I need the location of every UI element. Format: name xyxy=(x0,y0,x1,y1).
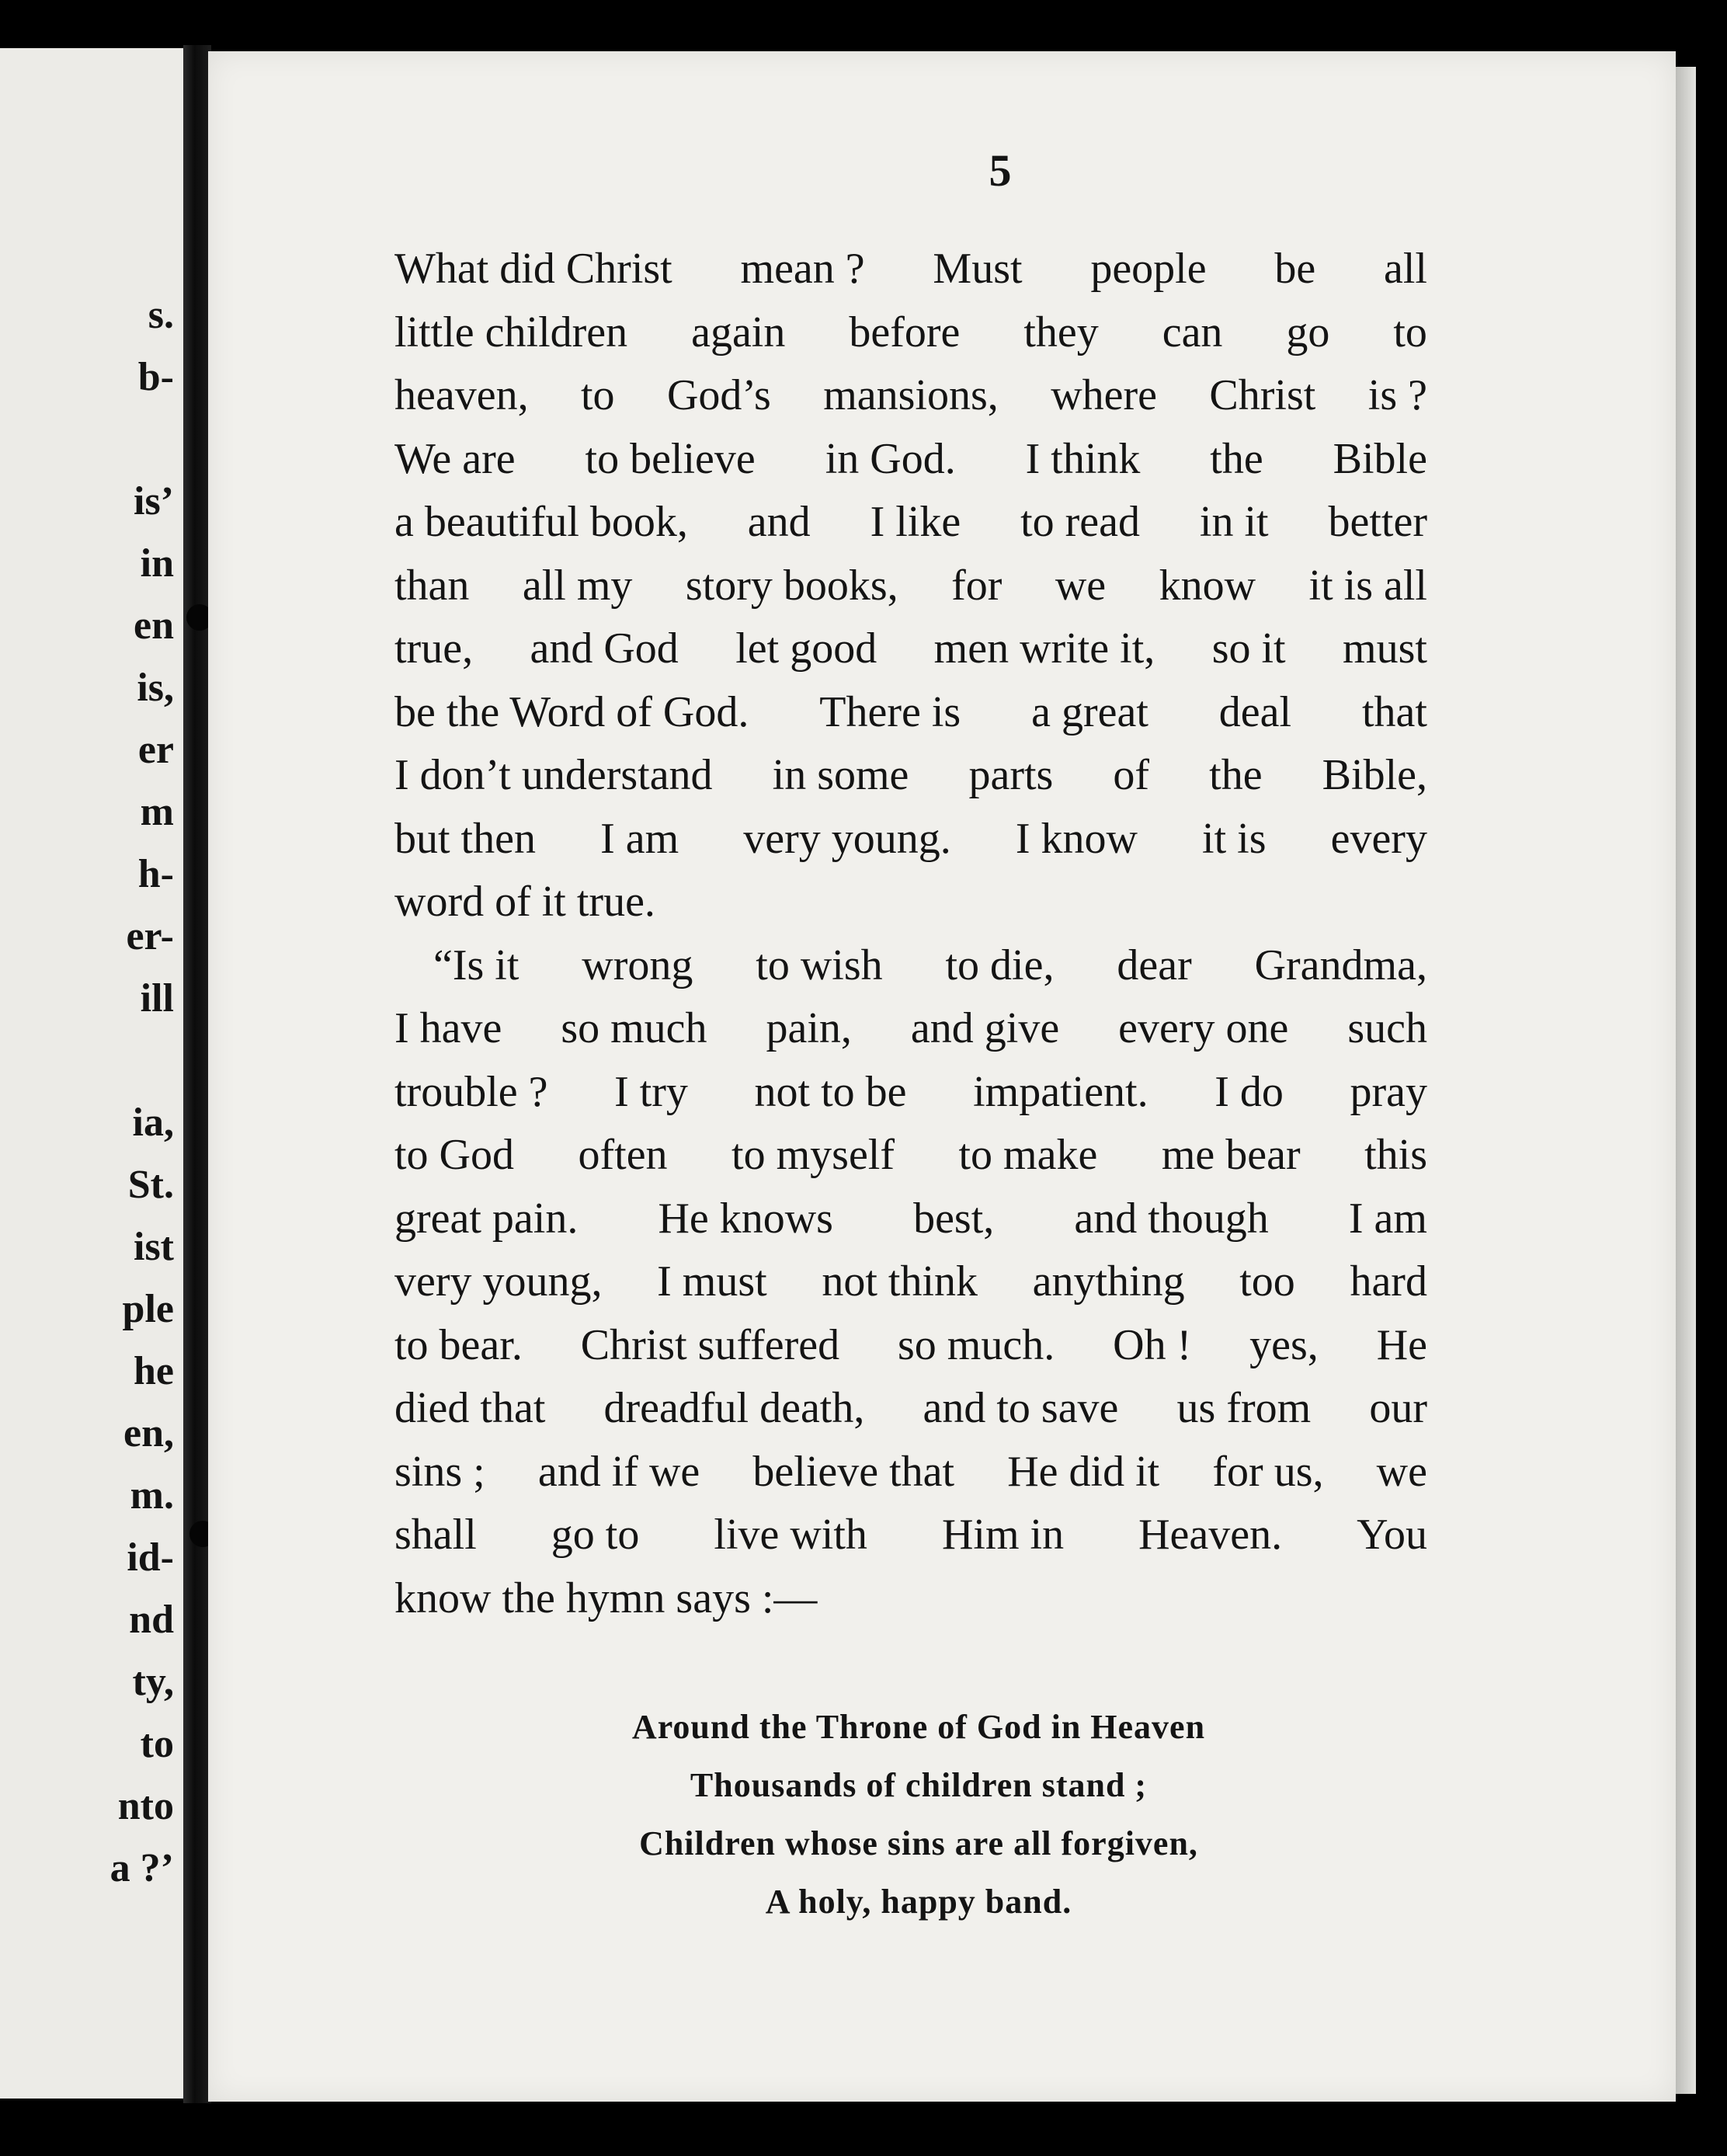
text-line xyxy=(394,997,1427,1061)
text-word: and xyxy=(747,498,811,546)
page-number: 5 xyxy=(989,145,1012,196)
text-word: for us, xyxy=(1212,1447,1324,1496)
text-word: not to be xyxy=(754,1067,907,1116)
text-word: us from xyxy=(1176,1384,1312,1432)
text-line xyxy=(394,1567,1427,1631)
book-page xyxy=(208,51,1676,2102)
text-word: died that xyxy=(394,1384,546,1432)
text-word: mean ? xyxy=(740,245,865,293)
left-page-text-fragment: en, xyxy=(123,1411,174,1455)
text-word: sins ; xyxy=(394,1447,485,1496)
text-line xyxy=(394,1504,1427,1567)
left-page-text-fragment: ill xyxy=(140,976,174,1021)
left-page-text-fragment: nto xyxy=(117,1784,174,1828)
text-word: we xyxy=(1055,561,1107,610)
text-word: He xyxy=(1376,1320,1427,1369)
text-word: yes, xyxy=(1249,1320,1319,1369)
text-word: believe that xyxy=(752,1447,955,1496)
text-word: but then xyxy=(394,814,536,863)
text-word: There is xyxy=(819,687,961,736)
text-word: He did it xyxy=(1007,1447,1160,1496)
text-line xyxy=(394,934,1427,998)
text-line xyxy=(394,744,1427,808)
text-word: I like xyxy=(870,498,961,546)
text-word: to God xyxy=(394,1131,514,1179)
text-word: before xyxy=(849,308,961,356)
left-page-text-fragment: in xyxy=(140,541,174,586)
text-line xyxy=(394,491,1427,555)
text-word: they xyxy=(1023,308,1099,356)
text-word: all xyxy=(1384,245,1427,293)
text-word: often xyxy=(578,1131,668,1179)
text-word: I am xyxy=(600,814,679,863)
text-word: every xyxy=(1330,814,1427,863)
text-word: to believe xyxy=(585,434,756,483)
text-word: a beautiful book, xyxy=(394,498,688,546)
left-page-text-fragment: m xyxy=(140,790,174,834)
text-line xyxy=(394,871,1427,934)
text-word: be xyxy=(1274,245,1316,293)
text-word: not think xyxy=(822,1257,978,1306)
left-page-text-fragment: b- xyxy=(137,355,174,399)
text-word: is ? xyxy=(1367,371,1427,419)
text-word: people xyxy=(1090,245,1207,293)
text-line xyxy=(394,1250,1427,1314)
left-page-fragment xyxy=(0,48,186,2099)
text-word: go xyxy=(1286,308,1330,356)
text-word: I know xyxy=(1015,814,1138,863)
text-line xyxy=(394,1314,1427,1378)
left-page-text-fragment: to xyxy=(140,1722,174,1766)
text-word: that xyxy=(1361,687,1427,736)
left-page-text-fragment: nd xyxy=(129,1598,174,1642)
text-word: so much. xyxy=(898,1320,1055,1369)
text-word: to read xyxy=(1020,498,1141,546)
text-word: all my xyxy=(522,561,633,610)
text-line xyxy=(394,428,1427,492)
text-word: to bear. xyxy=(394,1320,523,1369)
text-word: and though xyxy=(1074,1194,1269,1243)
text-word: wrong xyxy=(582,941,693,989)
left-page-text-fragment: s. xyxy=(148,293,174,337)
text-word: so much xyxy=(561,1004,707,1052)
text-word: “Is it xyxy=(433,941,519,989)
text-line xyxy=(394,555,1427,618)
text-line xyxy=(394,1061,1427,1125)
text-word: Christ suffered xyxy=(580,1320,840,1369)
text-word: dear xyxy=(1117,941,1192,989)
text-word: Oh ! xyxy=(1113,1320,1192,1369)
text-word: Grandma, xyxy=(1254,941,1427,989)
text-word: let good xyxy=(735,624,877,673)
text-word: we xyxy=(1376,1447,1427,1496)
text-word: hard xyxy=(1350,1257,1427,1306)
text-word: I don’t understand xyxy=(394,751,713,799)
text-line xyxy=(394,617,1427,681)
text-word: I must xyxy=(657,1257,767,1306)
left-page-text-fragment: en xyxy=(134,603,174,648)
text-word: in God. xyxy=(825,434,956,483)
left-page-text-fragment: St. xyxy=(127,1163,174,1207)
text-word: the xyxy=(1210,434,1263,483)
text-word: You xyxy=(1357,1511,1427,1559)
text-word: Must xyxy=(933,245,1023,293)
text-word: and to save xyxy=(923,1384,1119,1432)
text-word: I think xyxy=(1025,434,1141,483)
verse-line: Thousands of children stand ; xyxy=(690,1766,1148,1804)
text-word: know xyxy=(1159,561,1256,610)
text-word: too xyxy=(1239,1257,1295,1306)
text-word: so it xyxy=(1211,624,1286,673)
text-word: Christ xyxy=(1209,371,1316,419)
text-word: I am xyxy=(1348,1194,1427,1243)
left-page-text-fragment: is, xyxy=(137,666,174,710)
text-word: and give xyxy=(910,1004,1060,1052)
text-word: very young, xyxy=(394,1257,603,1306)
text-line xyxy=(394,364,1427,428)
left-page-text-fragment: er xyxy=(137,728,174,772)
text-word: me bear xyxy=(1161,1131,1301,1179)
text-line xyxy=(394,681,1427,745)
text-line xyxy=(394,1188,1427,1251)
text-word: trouble ? xyxy=(394,1067,548,1116)
text-line xyxy=(394,1377,1427,1441)
text-word: We are xyxy=(394,434,516,483)
text-word: very young. xyxy=(743,814,951,863)
text-word: impatient. xyxy=(973,1067,1148,1116)
text-word: than xyxy=(394,561,470,610)
text-word: and if we xyxy=(537,1447,700,1496)
text-word: true, xyxy=(394,624,474,673)
text-word: Bible, xyxy=(1322,751,1427,799)
page-edge xyxy=(1676,67,1696,2094)
text-word: shall xyxy=(394,1511,477,1559)
left-page-text-fragment: ia, xyxy=(132,1101,174,1145)
text-word: to xyxy=(581,371,615,419)
text-word: God’s xyxy=(666,371,771,419)
left-page-text-fragment: er- xyxy=(126,914,174,958)
text-word: in it xyxy=(1199,498,1269,546)
left-page-text-fragment: a ?’ xyxy=(109,1846,174,1890)
text-line xyxy=(394,238,1427,301)
text-word: for xyxy=(951,561,1002,610)
text-word: to wish xyxy=(756,941,883,989)
text-word: be the Word of God. xyxy=(394,687,749,736)
text-line xyxy=(394,808,1427,871)
text-word: such xyxy=(1347,1004,1427,1052)
left-page-text-fragment: ple xyxy=(122,1287,174,1331)
left-page-text-fragment: h- xyxy=(137,852,174,896)
left-page-text-fragment: m. xyxy=(130,1473,174,1518)
text-line xyxy=(394,301,1427,365)
text-word: I do xyxy=(1214,1067,1284,1116)
left-page-text-fragment: ty, xyxy=(132,1660,174,1704)
hymn-verse xyxy=(387,1698,1451,1931)
text-word: Bible xyxy=(1333,434,1427,483)
text-word: a great xyxy=(1031,687,1148,736)
text-word: better xyxy=(1328,498,1427,546)
text-word: every one xyxy=(1118,1004,1289,1052)
text-word: it is all xyxy=(1308,561,1427,610)
verse-line: Around the Throne of God in Heaven xyxy=(631,1708,1206,1746)
book-binding xyxy=(183,45,211,2103)
text-word: our xyxy=(1369,1384,1427,1432)
text-word: in some xyxy=(772,751,909,799)
text-word: Heaven. xyxy=(1138,1511,1283,1559)
text-word: heaven, xyxy=(394,371,529,419)
text-word: I have xyxy=(394,1004,502,1052)
text-word: anything xyxy=(1032,1257,1185,1306)
verse-line: Children whose sins are all forgiven, xyxy=(639,1824,1198,1862)
text-word: to myself xyxy=(731,1131,895,1179)
text-word: the xyxy=(1209,751,1263,799)
text-word: parts xyxy=(968,751,1054,799)
text-word: men write it, xyxy=(933,624,1155,673)
text-word: deal xyxy=(1218,687,1292,736)
text-line xyxy=(394,1124,1427,1188)
text-word: mansions, xyxy=(823,371,999,419)
text-word: of xyxy=(1113,751,1150,799)
text-word: and God xyxy=(530,624,679,673)
text-word: I try xyxy=(614,1067,688,1116)
text-word: to xyxy=(1393,308,1427,356)
text-word: again xyxy=(691,308,786,356)
text-word: He knows xyxy=(658,1194,833,1243)
left-page-text-fragment: ist xyxy=(134,1225,174,1269)
text-word: know the hymn says :— xyxy=(394,1574,818,1622)
text-word: dreadful death, xyxy=(603,1384,865,1432)
text-word: can xyxy=(1162,308,1223,356)
text-word: story books, xyxy=(685,561,898,610)
text-word: this xyxy=(1364,1131,1427,1179)
text-word: must xyxy=(1343,624,1427,673)
text-word: word of it true. xyxy=(394,878,655,926)
text-word: great pain. xyxy=(394,1194,579,1243)
left-page-text-fragment: id- xyxy=(127,1535,174,1580)
body-text xyxy=(394,238,1427,1630)
left-page-text-fragment: is’ xyxy=(134,479,174,523)
text-word: to make xyxy=(958,1131,1098,1179)
text-line xyxy=(394,1441,1427,1504)
text-word: What did Christ xyxy=(394,245,672,293)
left-page-text-fragment: he xyxy=(134,1349,174,1393)
text-word: best, xyxy=(913,1194,995,1243)
verse-line: A holy, happy band. xyxy=(765,1883,1072,1921)
text-word: to die, xyxy=(945,941,1055,989)
text-word: live with xyxy=(714,1511,867,1559)
text-word: it is xyxy=(1202,814,1267,863)
text-word: pray xyxy=(1350,1067,1427,1116)
text-word: pain, xyxy=(766,1004,852,1052)
text-word: go to xyxy=(551,1511,640,1559)
text-word: where xyxy=(1051,371,1157,419)
text-word: Him in xyxy=(941,1511,1065,1559)
text-word: little children xyxy=(394,308,628,356)
